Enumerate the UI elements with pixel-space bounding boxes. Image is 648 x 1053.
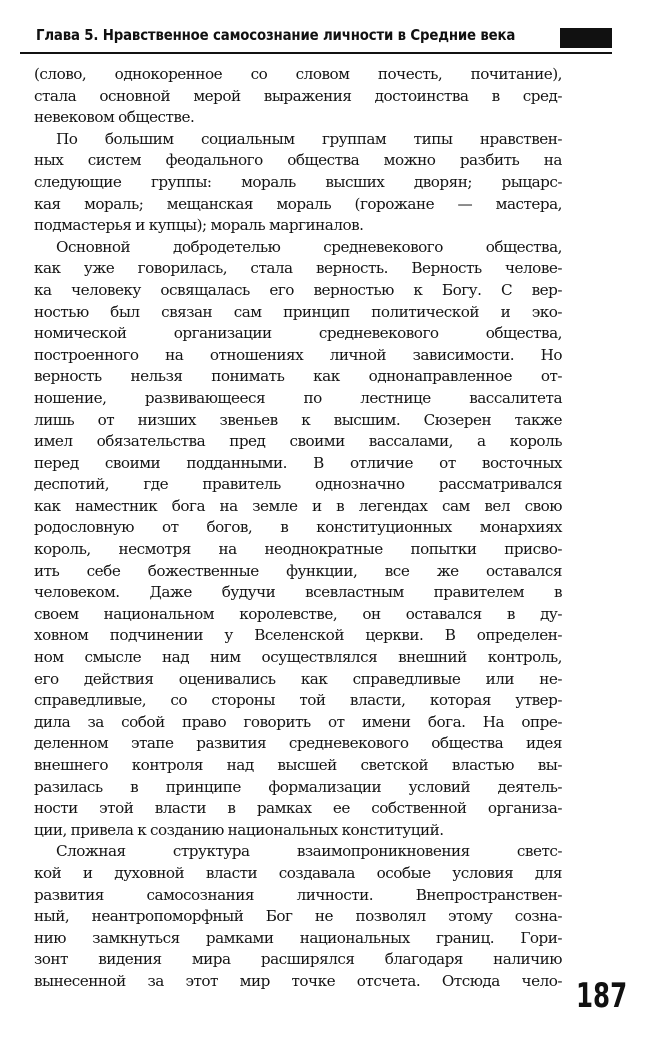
text-line: внешнего контроля над высшей светской властью вы- (34, 756, 562, 774)
text-line: вынесенной за этот мир точке отсчета. Отсюда чело- (34, 971, 562, 990)
text-line: стала основной мерой выражения достоинства в сред- (34, 86, 562, 105)
text-line: Сложная структура взаимопроникновения светс- (56, 842, 562, 861)
paragraph-2 (34, 129, 562, 237)
text-line: разилась в принципе формализации условий деятель- (34, 777, 562, 796)
text-line: невековом обществе. (34, 108, 195, 127)
paragraph-3 (34, 237, 562, 842)
text-line: имел обязательства пред своими вассалами, а король (34, 432, 562, 451)
text-line: ностью был связан сам принцип политической и эко- (34, 302, 562, 321)
text-line: Основной добродетелью средневекового общества, (56, 237, 562, 256)
text-line: человеком. Даже будучи всевластным правителем в (34, 583, 562, 602)
text-line: как уже говорилась, стала верность. Верность челове- (34, 259, 562, 278)
page-number: 187 (576, 976, 628, 1016)
text-line: ных систем феодального общества можно разбить на (34, 151, 562, 170)
text-line: ить себе божественные функции, все же оставался (34, 561, 562, 580)
text-line: следующие группы: мораль высших дворян; рыцарс- (34, 172, 562, 191)
text-line: (слово, однокоренное со словом почесть, почитание), (34, 65, 562, 83)
text-line: ный, неантропоморфный Бог не позволял этому созна- (34, 907, 562, 926)
running-head (20, 22, 612, 54)
text-line: построенного на отношениях личной зависимости. Но (34, 345, 562, 364)
text-line: подмастерья и купцы); мораль маргиналов. (34, 216, 364, 235)
text-line: король, несмотря на неоднократные попытки присво- (34, 540, 562, 559)
text-line: кой и духовной власти создавала особые условия для (34, 863, 562, 882)
text-line: лишь от низших звеньев к высшим. Сюзерен также (34, 410, 562, 429)
text-line: деленном этапе развития средневекового общества идея (34, 734, 562, 753)
text-line: нию замкнуться рамками национальных границ. Гори- (34, 928, 562, 947)
text-line: По большим социальным группам типы нравствен- (56, 129, 562, 148)
text-line: ности этой власти в рамках ее собственной организа- (34, 799, 562, 818)
text-line: как наместник бога на земле и в легендах сам вел свою (34, 496, 562, 515)
running-head-title: Глава 5. Нравственное самосознание личности в Средние века (36, 26, 516, 44)
text-line: развития самосознания личности. Внепространствен- (34, 885, 562, 904)
text-line: ношение, развивающееся по лестнице вассалитета (34, 388, 562, 407)
text-line: кая мораль; мещанская мораль (горожане — мастера, (34, 194, 562, 213)
paragraph-1 (34, 64, 562, 129)
text-line: перед своими подданными. В отличие от восточных (34, 453, 562, 472)
text-line: дила за собой право говорить от имени бога. На опре- (34, 712, 562, 731)
text-line: верность нельзя понимать как однонаправленное от- (34, 367, 562, 386)
text-line: ка человеку освящалась его верностью к Богу. С вер- (34, 280, 562, 299)
text-line: деспотий, где правитель однозначно рассматривался (34, 475, 562, 494)
text-line: его действия оценивались как справедливые или не- (34, 669, 562, 688)
text-line: родословную от богов, в конституционных монархиях (34, 518, 562, 537)
text-line: ции, привела к созданию национальных конституций. (34, 820, 444, 839)
text-line: ховном подчинении у Вселенской церкви. В определен- (34, 626, 562, 645)
paragraph-4 (34, 841, 562, 992)
text-line: своем национальном королевстве, он оставался в ду- (34, 604, 562, 623)
text-line: номической организации средневекового общества, (34, 324, 562, 343)
text-line: справедливые, со стороны той власти, которая утвер- (34, 691, 562, 710)
text-line: ном смысле над ним осуществлялся внешний контроль, (34, 648, 562, 667)
running-head-bar (560, 28, 612, 48)
text-line: зонт видения мира расширялся благодаря наличию (34, 950, 562, 969)
body-text (34, 64, 562, 993)
